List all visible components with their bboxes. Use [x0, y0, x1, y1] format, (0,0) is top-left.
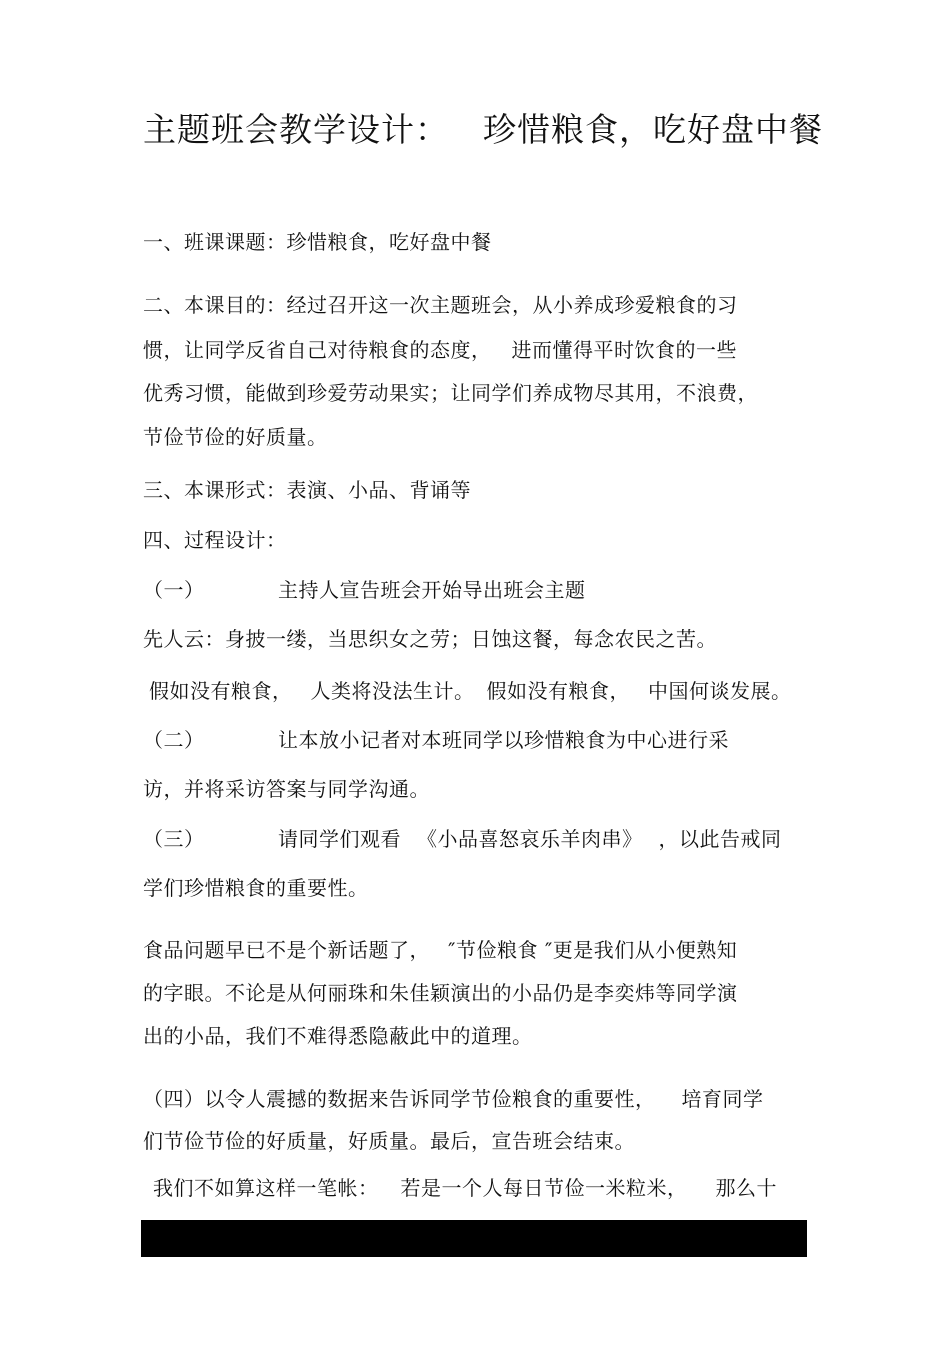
section-2-line-4: 节俭节俭的好质量。	[143, 425, 328, 449]
process-2-number: （二）	[143, 728, 205, 752]
process-1-number: （一）	[143, 578, 205, 602]
if-clause-3: 假如没有粮食，	[486, 679, 630, 703]
process-3-number: （三）	[143, 827, 205, 851]
food-part-a: 食品问题早已不是个新话题了，	[143, 938, 430, 962]
if-no-grain-line	[149, 675, 792, 704]
food-part-b: ″节俭粮食 ″更是我们从小便熟知	[448, 938, 738, 962]
process-1	[143, 574, 205, 603]
food-paragraph-line-1	[143, 934, 737, 963]
food-paragraph-line-2: 的字眼。不论是从何丽珠和朱佳颖演出的小品仍是李奕炜等同学演	[143, 981, 738, 1005]
if-clause-1: 假如没有粮食，	[149, 679, 293, 703]
process-4-line-2: 们节俭节俭的好质量，好质量。最后，宣告班会结束。	[143, 1129, 635, 1153]
title-part1: 主题班会教学设计：	[143, 110, 449, 149]
section-2-line-2b: 进而懂得平时饮食的一些	[511, 338, 737, 362]
section-2-line-2	[143, 334, 737, 363]
process-4-part-b: 培育同学	[681, 1087, 764, 1111]
calc-part-c: 那么十	[715, 1176, 777, 1200]
process-2-text: 让本放小记者对本班同学以珍惜粮食为中心进行采	[278, 728, 729, 752]
section-2-line-3: 优秀习惯，能做到珍爱劳动果实；让同学们养成物尽其用，不浪费，	[143, 381, 758, 405]
process-3-part-c: ，以此告戒同	[658, 827, 782, 851]
footer-black-bar	[141, 1220, 807, 1257]
if-clause-4: 中国何谈发展。	[648, 679, 792, 703]
process-3-part-a: 请同学们观看	[278, 827, 401, 851]
process-3-part-b: 《小品喜怒哀乐羊肉串》	[417, 827, 643, 851]
process-4-part-a: （四）以令人震撼的数据来告诉同学节俭粮食的重要性，	[143, 1087, 656, 1111]
calc-part-b: 若是一个人每日节俭一米粒米，	[400, 1176, 688, 1200]
calc-part-a: 我们不如算这样一笔帐：	[153, 1176, 379, 1200]
document-title	[143, 104, 823, 151]
calculation-line	[153, 1172, 777, 1201]
section-3-format: 三、本课形式：表演、小品、背诵等	[143, 478, 471, 502]
section-2-line-2a: 惯，让同学反省自己对待粮食的态度，	[143, 338, 492, 362]
section-1-topic: 一、班课课题：珍惜粮食，吃好盘中餐	[143, 230, 492, 254]
section-2-line-1: 二、本课目的：经过召开这一次主题班会，从小养成珍爱粮食的习	[143, 293, 738, 317]
process-3-continued: 学们珍惜粮食的重要性。	[143, 876, 369, 900]
food-paragraph-line-3: 出的小品，我们不难得悉隐蔽此中的道理。	[143, 1024, 533, 1048]
process-2-continued: 访，并将采访答案与同学沟通。	[143, 777, 430, 801]
process-4-line-1	[143, 1083, 764, 1112]
process-1-text: 主持人宣告班会开始导出班会主题	[278, 578, 586, 602]
process-3-text	[278, 823, 782, 852]
if-clause-2: 人类将没法生计。	[310, 679, 475, 703]
title-part2: 珍惜粮食，吃好盘中餐	[483, 110, 823, 149]
section-4-heading: 四、过程设计：	[143, 528, 287, 552]
ancestor-quote: 先人云：身披一缕，当思织女之劳；日蚀这餐，每念农民之苦。	[143, 627, 717, 651]
